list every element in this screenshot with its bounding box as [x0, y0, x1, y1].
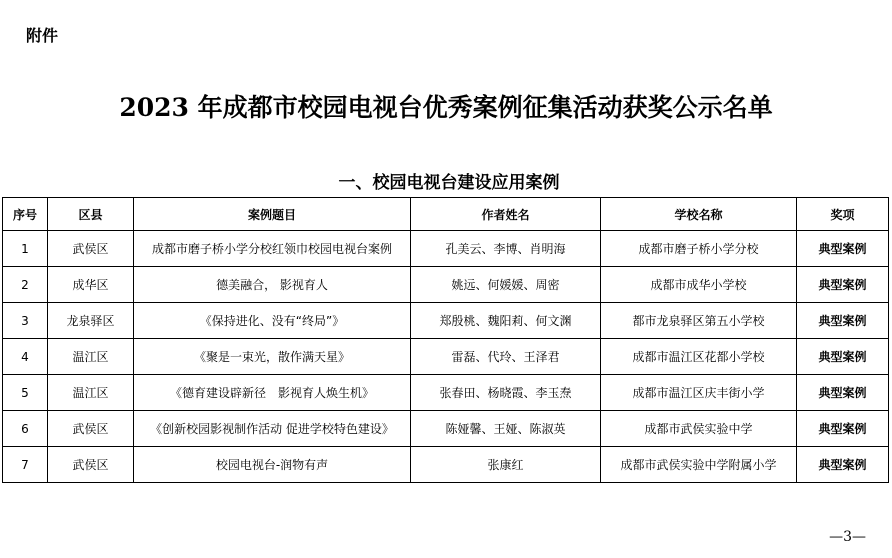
- cell-award: 典型案例: [797, 339, 889, 375]
- cell-district: 武侯区: [48, 447, 134, 483]
- table-row: [3, 375, 889, 411]
- table-header-row: [3, 198, 889, 231]
- header-index: 序号: [3, 198, 48, 231]
- cell-school: 成都市成华小学校: [601, 267, 797, 303]
- cell-index: 1: [3, 231, 48, 267]
- cell-authors: 郑殷桃、魏阳莉、何文渊: [411, 303, 601, 339]
- cell-case-title: 德美融合， 影视育人: [134, 267, 411, 303]
- cell-school: 成都市温江区庆丰街小学: [601, 375, 797, 411]
- table-row: [3, 447, 889, 483]
- cell-award: 典型案例: [797, 411, 889, 447]
- cell-index: 2: [3, 267, 48, 303]
- header-school: 学校名称: [601, 198, 797, 231]
- award-table: [2, 197, 889, 483]
- table-row: [3, 303, 889, 339]
- table-row: [3, 231, 889, 267]
- cell-authors: 孔美云、李博、肖明海: [411, 231, 601, 267]
- header-authors: 作者姓名: [411, 198, 601, 231]
- cell-award: 典型案例: [797, 267, 889, 303]
- cell-case-title: 《创新校园影视制作活动 促进学校特色建设》: [134, 411, 411, 447]
- cell-award: 典型案例: [797, 231, 889, 267]
- cell-district: 武侯区: [48, 411, 134, 447]
- cell-index: 5: [3, 375, 48, 411]
- attachment-label: 附件: [26, 26, 59, 45]
- table-row: [3, 411, 889, 447]
- cell-school: 成都市武侯实验中学附属小学: [601, 447, 797, 483]
- header-district: 区县: [48, 198, 134, 231]
- cell-index: 6: [3, 411, 48, 447]
- cell-index: 4: [3, 339, 48, 375]
- cell-district: 温江区: [48, 339, 134, 375]
- page-number: —3—: [829, 529, 866, 545]
- cell-authors: 陈娅馨、王娅、陈淑英: [411, 411, 601, 447]
- header-award: 奖项: [797, 198, 889, 231]
- cell-school: 成都市武侯实验中学: [601, 411, 797, 447]
- cell-authors: 张春田、杨晓霞、李玉焘: [411, 375, 601, 411]
- cell-award: 典型案例: [797, 447, 889, 483]
- cell-case-title: 《保持进化、没有“终局”》: [134, 303, 411, 339]
- cell-award: 典型案例: [797, 303, 889, 339]
- cell-authors: 雷磊、代玲、王泽君: [411, 339, 601, 375]
- header-case-title: 案例题目: [134, 198, 411, 231]
- cell-district: 温江区: [48, 375, 134, 411]
- page-title: 2023 年成都市校园电视台优秀案例征集活动获奖公示名单: [119, 93, 773, 122]
- cell-index: 3: [3, 303, 48, 339]
- cell-award: 典型案例: [797, 375, 889, 411]
- cell-authors: 张康红: [411, 447, 601, 483]
- cell-index: 7: [3, 447, 48, 483]
- cell-school: 都市龙泉驿区第五小学校: [601, 303, 797, 339]
- cell-district: 成华区: [48, 267, 134, 303]
- table-row: [3, 339, 889, 375]
- cell-case-title: 校园电视台-润物有声: [134, 447, 411, 483]
- cell-district: 武侯区: [48, 231, 134, 267]
- cell-district: 龙泉驿区: [48, 303, 134, 339]
- section-title: 一、校园电视台建设应用案例: [338, 173, 560, 193]
- cell-school: 成都市温江区花都小学校: [601, 339, 797, 375]
- cell-school: 成都市磨子桥小学分校: [601, 231, 797, 267]
- cell-case-title: 成都市磨子桥小学分校红领巾校园电视台案例: [134, 231, 411, 267]
- cell-case-title: 《聚是一束光，散作满天星》: [134, 339, 411, 375]
- cell-case-title: 《德育建设辟新径 影视育人焕生机》: [134, 375, 411, 411]
- cell-authors: 姚远、何媛媛、周密: [411, 267, 601, 303]
- table-row: [3, 267, 889, 303]
